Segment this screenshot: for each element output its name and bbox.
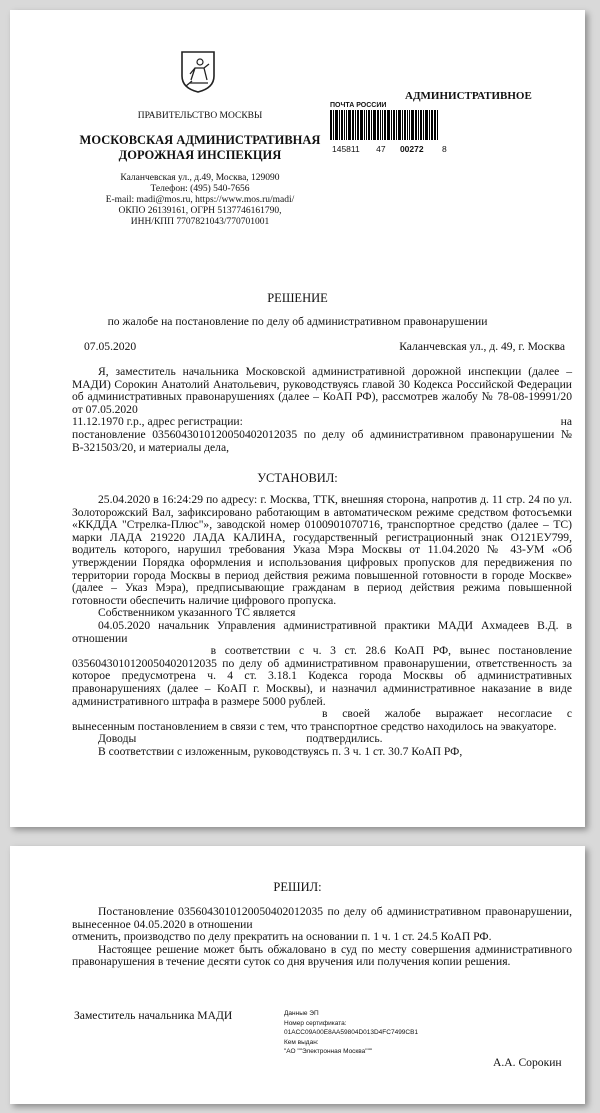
organization-name-line1: МОСКОВСКАЯ АДМИНИСТРАТИВНАЯ xyxy=(79,133,321,147)
decided-heading: РЕШИЛ: xyxy=(273,880,322,894)
facts-paragraph: 25.04.2020 в 16:24:29 по адресу: г. Москва, ТТК, внешняя сторона, напротив д. 11 стр. 24 по ул. Золоторожский Вал, зафиксировано работающим в автоматическом режиме средством фотосъемки «ККДДА "Стрелка-Плюс"», заводской номер 0100901070716, транспортное средство (далее – ТС) марки ЛАДА 219220 ЛАДА КАЛИНА, государственный регистрационный знак О121ЕУ799, водитель которого, нарушил требования Указа Мэра Москвы от 11.04.2020 № 43-УМ «Об утверждении Порядка оформления и использования цифровых пропусков для передвижения по территории города Москвы в период действия режима повышенной готовности в городе Москве» (далее – Указ Мэра), предписывающие гражданам в период действия режима повышенной готовности обеспечить наличие цифрового пропуска. xyxy=(72,493,572,607)
organization-name-line2: ДОРОЖНАЯ ИНСПЕКЦИЯ xyxy=(118,148,282,162)
closing-paragraph: В соответствии с изложенным, руководствуясь п. 3 ч. 1 ст. 30.7 КоАП РФ, xyxy=(98,744,463,758)
document-place: Каланчевская ул., д. 49, г. Москва xyxy=(399,340,565,353)
ruling-text-b: в соответствии с ч. 3 ст. 28.6 КоАП РФ, вынес постановление 03560430101200504020120​35 по делу об административном правонарушении, ответственность за которое предусмотрена ч. 4 ст. 3.18.1 Кодекса города Москвы об административных правонарушениях (далее – КоАП г. Москвы), и назначил административное наказание в виде административного штрафа в размере 5000 рублей. xyxy=(72,644,572,708)
ep-line: Данные ЭП xyxy=(284,1010,319,1017)
postal-barcode xyxy=(330,110,439,140)
contact-line: ОКПО 26139161, ОГРН 5137746161790, xyxy=(118,206,282,216)
intro-text-rest: постановление 03560430101200504020120​35 по делу об административном правонарушении № В-321503/20, и материалы дела, xyxy=(72,427,572,454)
moscow-coat-of-arms-icon xyxy=(180,50,216,94)
facts-section xyxy=(72,494,572,758)
intro-registration-end: на xyxy=(560,415,572,429)
document-date: 07.05.2020 xyxy=(84,340,137,353)
owner-paragraph: Собственником указанного ТС является xyxy=(98,606,296,620)
document-title: РЕШЕНИЕ xyxy=(267,291,328,305)
appeal-paragraph: Настоящее решение может быть обжаловано в суд по месту совершения административного правонарушения в течение десяти суток со дня вручения или получения копии решения. xyxy=(72,942,572,969)
signer-name: А.А. Сорокин xyxy=(493,1056,562,1069)
complaint-text: в своей жалобе выражает несогласие с вынесенным постановлением в связи с тем, что транспортное средство находилось на эвакуаторе. xyxy=(72,707,572,733)
government-name: ПРАВИТЕЛЬСТВО МОСКВЫ xyxy=(137,111,263,121)
organization-contacts xyxy=(90,173,310,228)
barcode-digits-part: 145811 xyxy=(332,144,360,154)
signer-title: Заместитель начальника МАДИ xyxy=(74,1009,233,1022)
contact-line: E-mail: madi@mos.ru, https://www.mos.ru/madi/ xyxy=(105,195,295,205)
barcode-digits xyxy=(332,144,447,154)
complaint-paragraph xyxy=(72,708,572,733)
administrative-stamp: АДМИНИСТРАТИВНОЕ xyxy=(405,90,532,102)
arguments-label: Доводы xyxy=(98,732,137,746)
decision-text-b: отменить, производство по делу прекратить на основании п. 1 ч. 1 ст. 24.5 КоАП РФ. xyxy=(72,930,492,944)
ep-line: "АО ""Электронная Москва""" xyxy=(284,1048,373,1055)
contact-line: ИНН/КПП 7707821043/770701001 xyxy=(130,217,270,227)
ep-line: 01ACC09A00E8AA59804D013D4FC7499CB1 xyxy=(284,1029,419,1036)
arguments-paragraph xyxy=(72,733,572,746)
barcode-digits-part: 00272 xyxy=(399,144,424,154)
intro-registration-text: 11.12.1970 г.р., адрес регистрации: xyxy=(72,415,243,429)
ruling-paragraph xyxy=(72,620,572,708)
organization-name xyxy=(70,133,330,163)
ep-line: Кем выдан: xyxy=(284,1038,319,1046)
arguments-end: подтвердились. xyxy=(306,732,383,746)
contact-line: Каланчевская ул., д.49, Москва, 129090 xyxy=(120,173,280,183)
decision-section xyxy=(72,906,572,969)
established-heading: УСТАНОВИЛ: xyxy=(257,471,338,485)
document-page-2 xyxy=(10,846,585,1104)
intro-paragraph xyxy=(72,366,572,454)
ep-line: Номер сертификата: xyxy=(284,1019,347,1027)
electronic-signature-block xyxy=(284,1009,484,1057)
decision-paragraph xyxy=(72,906,572,931)
contact-line: Телефон: (495) 540-7656 xyxy=(150,184,250,194)
decision-text-a: Постановление 03560430101200504020120​35 по делу об административном правонарушении, вынесенное 04.05.2020 в отношении xyxy=(72,905,572,931)
document-subtitle: по жалобе на постановление по делу об административном правонарушении xyxy=(107,315,488,328)
document-page-1 xyxy=(10,10,585,827)
ruling-text-a: 04.05.2020 начальник Управления административной практики МАДИ Ахмадеев В.Д. в отношении xyxy=(72,618,572,645)
barcode-digits-part: 47 xyxy=(376,144,386,154)
barcode-digits-part: 8 xyxy=(441,144,447,154)
post-label: ПОЧТА РОССИИ xyxy=(330,102,387,109)
intro-text: Я, заместитель начальника Московской административной дорожной инспекции (далее – МАДИ) Сорокин Анатолий Анатольевич, руководствуясь главой 30 Кодекса Российской Федерации об административных правонарушениях (далее – КоАП РФ), рассмотрев жалобу № 78-08-19991/20 от 07.05.2020 xyxy=(72,365,572,416)
